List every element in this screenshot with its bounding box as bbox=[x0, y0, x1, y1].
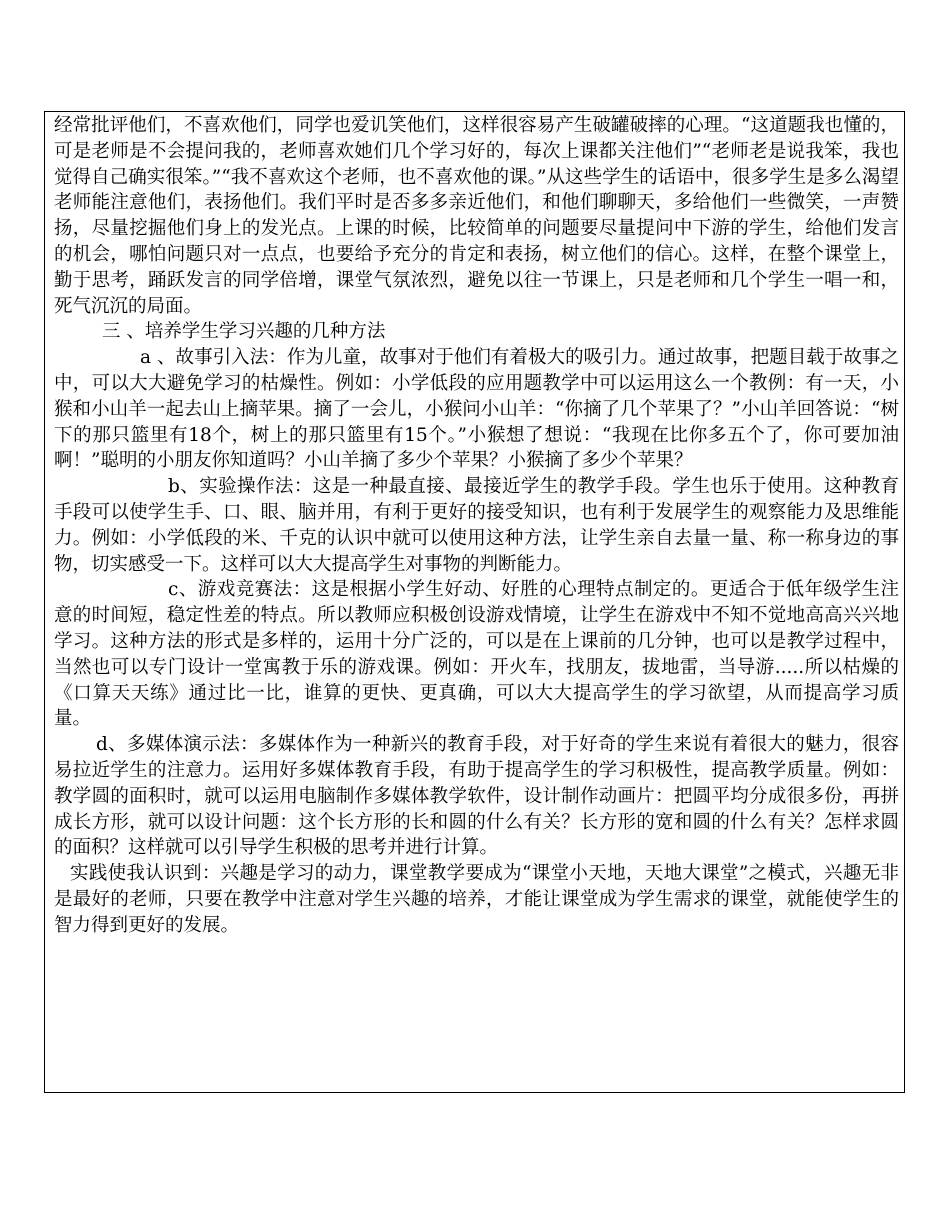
paragraph-continuation: 经常批评他们，不喜欢他们，同学也爱讥笑他们，这样很容易产生破罐破摔的心理。“这道题我也懂的，可是老师是不会提问我的，老师喜欢她们几个学习好的，每次上课都关注他们”“老师老是说我笨，我也觉得自己确实很笨。”“我不喜欢这个老师，也不喜欢他的课。”从这些学生的话语中，很多学生是多么渴望老师能注意他们，表扬他们。我们平时是否多多亲近他们，和他们聊聊天，多给他们一些微笑，一声赞扬，尽量挖掘他们身上的发光点。上课的时候，比较简单的问题要尽量提问中下游的学生，给他们发言的机会，哪怕问题只对一点点，也要给予充分的肯定和表扬，树立他们的信心。这样，在整个课堂上，勤于思考，踊跃发言的同学倍增，课堂气氛浓烈，避免以往一节课上，只是老师和几个学生一唱一和，死气沉沉的局面。 bbox=[54, 115, 899, 317]
paragraph-method-c: c、游戏竞赛法：这是根据小学生好动、好胜的心理特点制定的。更适合于低年级学生注意的时间短，稳定性差的特点。所以教师应积极创设游戏情境，让学生在游戏中不知不觉地高高兴兴地学习。这种方法的形式是多样的，运用十分广泛的，可以是在上课前的几分钟，也可以是教学过程中，当然也可以专门设计一堂寓教于乐的游戏课。例如：开火车，找朋友，拔地雷，当导游.....所以枯燥的《口算天天练》通过比一比，谁算的更快、更真确，可以大大提高学生的学习欲望，从而提高学习质量。 bbox=[54, 579, 899, 730]
paragraph-method-a: a 、故事引入法：作为儿童，故事对于他们有着极大的吸引力。通过故事，把题目载于故事之中，可以大大避免学习的枯燥性。例如：小学低段的应用题教学中可以运用这么一个教例：有一天，小猴和小山羊一起去山上摘苹果。摘了一会儿，小猴问小山羊：“你摘了几个苹果了？”小山羊回答说：“树下的那只篮里有18个，树上的那只篮里有15个。”小猴想了想说：“我现在比你多五个了，你可要加油啊！”聪明的小朋友你知道吗？小山羊摘了多少个苹果？小猴摘了多少个苹果？ bbox=[54, 347, 899, 472]
paragraph-method-b: b、实验操作法：这是一种最直接、最接近学生的教学手段。学生也乐于使用。这种教育手段可以使学生手、口、眼、脑并用，有利于更好的接受知识，也有利于发展学生的观察能力及思维能力。例如：小学低段的米、千克的认识中就可以使用这种方法，让学生亲自去量一量、称一称身边的事物，切实感受一下。这样可以大大提高学生对事物的判断能力。 bbox=[54, 476, 899, 575]
section-heading: 三 、培养学生学习兴趣的几种方法 bbox=[102, 321, 386, 343]
paragraph-method-d: d、多媒体演示法：多媒体作为一种新兴的教育手段，对于好奇的学生来说有着很大的魅力，很容易拉近学生的注意力。运用好多媒体教育手段，有助于提高学生的学习积极性，提高教学质量。例如：教学圆的面积时，就可以运用电脑制作多媒体教学软件，设计制作动画片：把圆平均分成很多份，再拼成长方形，就可以设计问题：这个长方形的长和圆的什么有关？长方形的宽和圆的什么有关？怎样求圆的面积？这样就可以引导学生积极的思考并进行计算。 bbox=[54, 734, 899, 859]
paragraph-conclusion: 实践使我认识到：兴趣是学习的动力，课堂教学要成为“课堂小天地，天地大课堂”之模式，兴趣无非是最好的老师，只要在教学中注意对学生兴趣的培养，才能让课堂成为学生需求的课堂，就能使学生的智力得到更好的发展。 bbox=[54, 863, 899, 936]
document-body bbox=[54, 113, 899, 939]
